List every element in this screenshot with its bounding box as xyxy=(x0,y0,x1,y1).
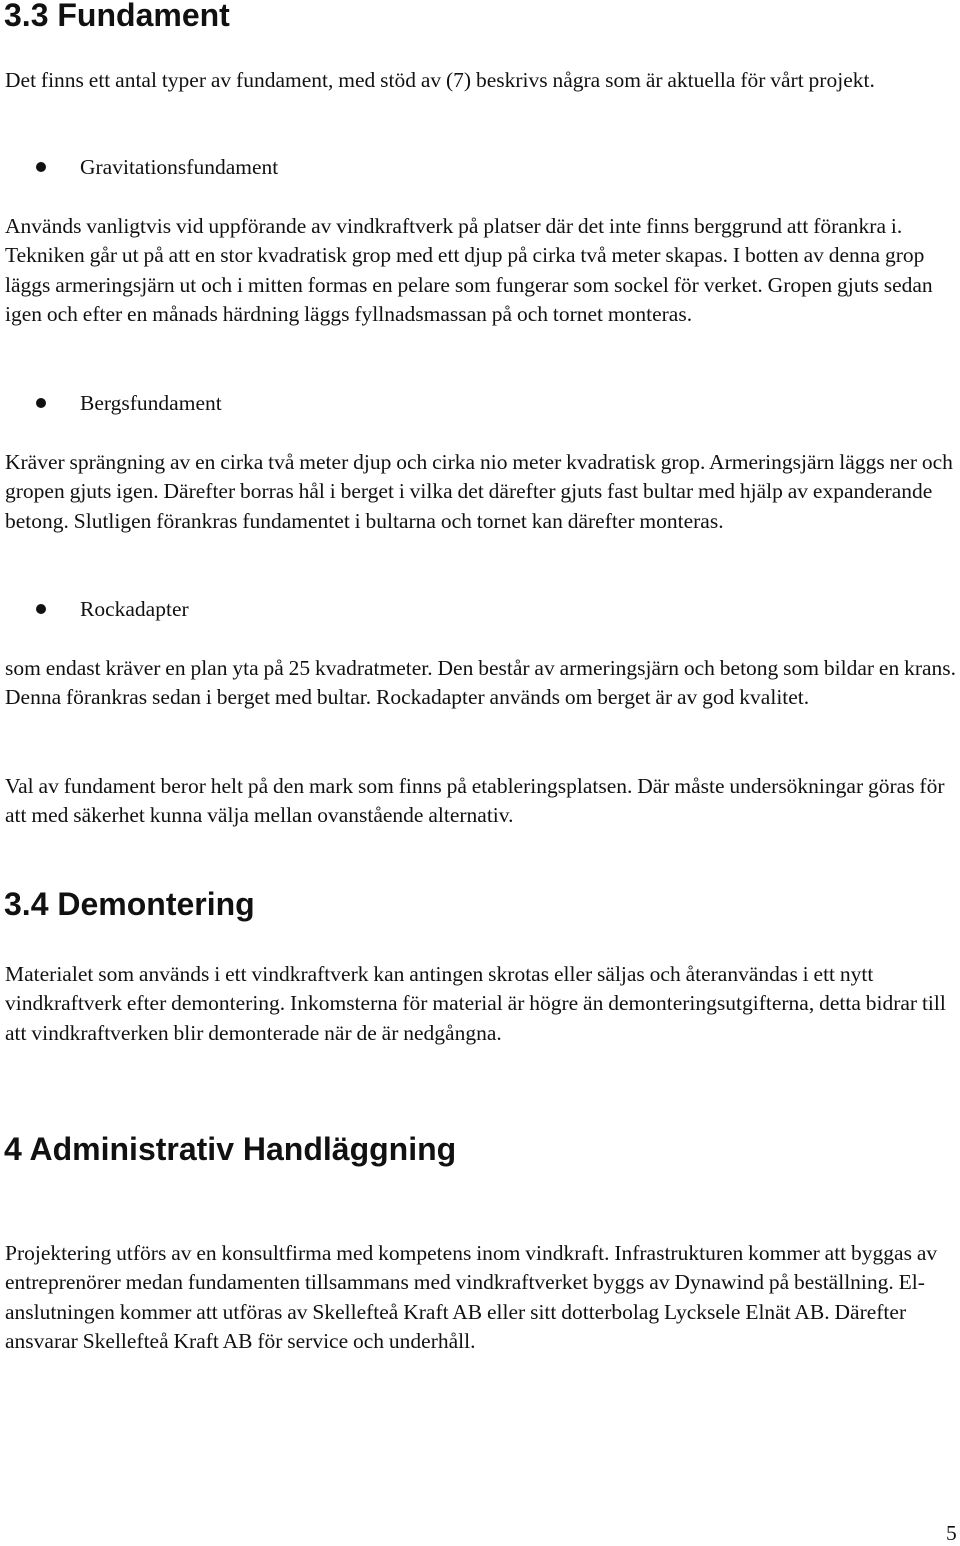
bullet-label-gravitationsfundament: Gravitationsfundament xyxy=(80,155,279,179)
section-heading-demontering: 3.4 Demontering xyxy=(4,886,255,922)
demontering-paragraph: Materialet som används i ett vindkraftverk kan antingen skrotas eller säljas och återanvändas i ett nytt vindkraftverk efter demontering. Inkomsterna för material är högre än demonteringsutgifterna, detta bidrar till att vindkraftverken blir demonterade när de är nedgångna. xyxy=(5,962,946,1045)
rockadapter-paragraph: som endast kräver en plan yta på 25 kvadratmeter. Den består av armeringsjärn och betong som bildar en krans. Denna förankras sedan i berget med bultar. Rockadapter används om berget är av god kvalitet. xyxy=(5,656,957,710)
bergsfundament-paragraph: Kräver sprängning av en cirka två meter djup och cirka nio meter kvadratisk grop. Armeringsjärn läggs ner och gropen gjuts igen. Därefter borras hål i berget i vilka det därefter gjuts fast bultar med hjälp av expanderande betong. Slutligen förankras fundamentet i bultarna och tornet kan därefter monteras. xyxy=(5,450,953,533)
bullet-point-icon xyxy=(36,398,46,408)
bullet-label-bergsfundament: Bergsfundament xyxy=(80,391,222,415)
fundament-conclusion-paragraph: Val av fundament beror helt på den mark som finns på etableringsplatsen. Där måste undersökningar göras för att med säkerhet kunna välja mellan ovanstående alternativ. xyxy=(5,774,945,828)
section-heading-fundament: 3.3 Fundament xyxy=(4,0,230,33)
section-heading-administrativ-handlaggning: 4 Administrativ Handläggning xyxy=(4,1131,457,1167)
fundament-intro-paragraph: Det finns ett antal typer av fundament, med stöd av (7) beskrivs några som är aktuella för vårt projekt. xyxy=(5,68,875,92)
gravitationsfundament-paragraph: Används vanligtvis vid uppförande av vindkraftverk på platser där det inte finns berggrund att förankra i. Tekniken går ut på att en stor kvadratisk grop med ett djup på cirka två meter skapas. I botten av denna grop läggs armeringsjärn ut och i mitten formas en pelare som fungerar som sockel för verket. Gropen gjuts sedan igen och efter en månads härdning läggs fyllnadsmassan på och tornet monteras. xyxy=(5,214,933,326)
bullet-label-rockadapter: Rockadapter xyxy=(80,597,189,621)
bullet-point-icon xyxy=(36,604,46,614)
page-number: 5 xyxy=(946,1521,957,1545)
administrativ-paragraph: Projektering utförs av en konsultfirma med kompetens inom vindkraft. Infrastrukturen kommer att byggas av entreprenörer medan fundamenten tillsammans med vindkraftverket byggs av Dynawind på beställning. El-anslutningen kommer att utföras av Skellefteå Kraft AB eller sitt dotterbolag Lycksele Elnät AB. Därefter ansvarar Skellefteå Kraft AB för service och underhåll. xyxy=(5,1241,938,1353)
bullet-point-icon xyxy=(36,162,46,172)
